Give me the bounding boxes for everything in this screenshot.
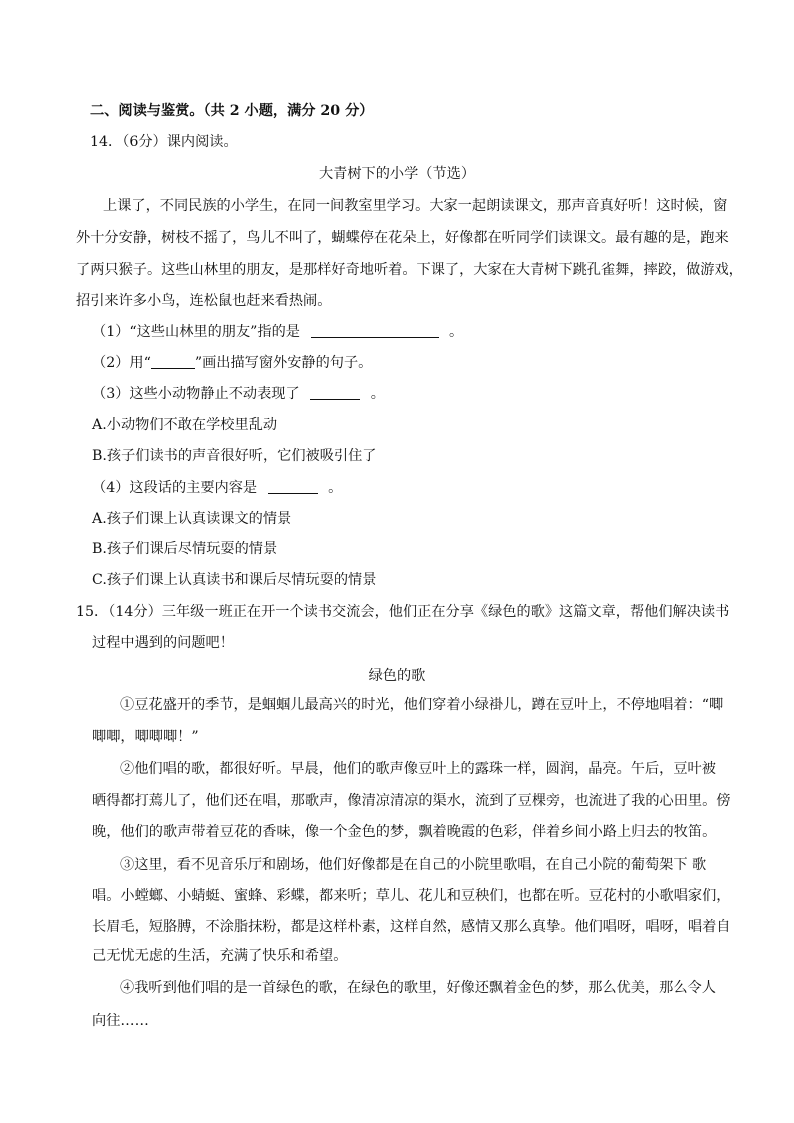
q15-header-line: 过程中遇到的问题吧！	[92, 635, 234, 651]
q14-sub2-after: ”画出描写窗外安静的句子。	[194, 355, 373, 371]
q14-sub4-end: 。	[328, 480, 343, 496]
q15-passage-line: 向往……	[92, 1013, 149, 1029]
q14-sub2	[92, 353, 372, 373]
q14-passage-line: 外十分安静，树枝不摇了，鸟儿不叫了，蝴蝶停在花朵上，好像都在听同学们读课文。最有趣的是，跑来	[76, 230, 729, 246]
q15-passage-line: ③这里，看不见音乐厅和剧场，他们好像都是在自己的小院里歌唱，在自己小院的葡萄架下 歌	[120, 857, 707, 873]
q15-passage-line: 唧唧，唧唧唧！”	[92, 729, 199, 745]
q15-passage-line: 晚，他们的歌声带着豆花的香味，像一个金色的梦，飘着晚霞的色彩，伴着乡间小路上归去的牧笛。	[92, 824, 717, 840]
q15-passage-line: 长眉毛，短胳膊，不涂脂抹粉，都是这样朴素，这样自然，感情又那么真挚。他们唱呀，唱呀，唱着自	[92, 919, 731, 935]
q15-passage-line: 晒得都打蔫儿了，他们还在唱，那歌声，像清凉清凉的渠水，流到了豆棵旁，也流进了我的心田里。傍	[92, 793, 731, 809]
q15-passage-title: 绿色的歌	[368, 668, 426, 684]
q14-passage-line: 招引来许多小鸟，连松鼠也赶来看热闹。	[76, 293, 332, 309]
q14-sub3-text: （3）这些小动物静止不动表现了	[92, 386, 300, 402]
q14-sub3-option-a: A.小动物们不敢在学校里乱动	[92, 417, 278, 433]
q14-sub3-answer-blank[interactable]	[310, 385, 360, 400]
q14-sub4-option-a: A.孩子们课上认真读课文的情景	[92, 511, 292, 527]
q14-sub1-text: （1）“这些山林里的朋友”指的是	[92, 324, 300, 340]
q15-passage-line: ①豆花盛开的季节，是蝈蝈儿最高兴的时光，他们穿着小绿褂儿，蹲在豆叶上，不停地唱着：“唧	[120, 697, 724, 713]
q14-passage-title: 大青树下的小学（节选）	[318, 166, 476, 182]
q15-header-line: 15．（14分）三年级一班正在开一个读书交流会，他们正在分享《绿色的歌》这篇文章，帮他们解决读书	[76, 604, 730, 620]
q15-passage-line: ②他们唱的歌，都很好听。早晨，他们的歌声像豆叶上的露珠一样，圆润，晶亮。午后，豆叶被	[120, 761, 716, 777]
q14-sub3	[92, 384, 385, 404]
q15-passage-line: 己无忧无虑的生活，充满了快乐和希望。	[92, 948, 348, 964]
q14-sub1	[92, 322, 463, 342]
q14-sub4-answer-blank[interactable]	[268, 479, 318, 494]
q14-sub4-option-c: C.孩子们课上认真读书和课后尽情玩耍的情景	[92, 572, 377, 588]
q14-sub1-answer-blank[interactable]	[311, 323, 439, 338]
q14-sub4-text: （4）这段话的主要内容是	[92, 480, 258, 496]
q15-passage-line: 唱。小螳螂、小蜻蜓、蜜蜂、彩蝶，都来听；草儿、花儿和豆秧们，也都在听。豆花村的小歌唱家们，	[92, 888, 731, 904]
q14-header: 14．（6分）课内阅读。	[90, 134, 238, 150]
section-heading: 二、阅读与鉴赏。（共 2 小题，满分 20 分）	[90, 103, 374, 119]
q14-sub3-option-b: B.孩子们读书的声音很好听，它们被吸引住了	[92, 448, 377, 464]
q14-passage-line: 上课了，不同民族的小学生，在同一间教室里学习。大家一起朗读课文，那声音真好听！这时候，窗	[103, 198, 728, 214]
q14-sub2-underline-sample	[151, 354, 195, 369]
q14-sub2-before: （2）用“	[92, 355, 151, 371]
q14-sub4-option-b: B.孩子们课后尽情玩耍的情景	[92, 541, 278, 557]
q14-sub1-end: 。	[449, 324, 464, 340]
q14-passage-line: 了两只猴子。这些山林里的朋友，是那样好奇地听着。下课了，大家在大青树下跳孔雀舞，摔跤，做游戏，	[76, 262, 743, 278]
q14-sub3-end: 。	[370, 386, 385, 402]
q14-sub4	[92, 478, 342, 498]
q15-passage-line: ④我听到他们唱的是一首绿色的歌，在绿色的歌里，好像还飘着金色的梦，那么优美，那么令人	[120, 980, 716, 996]
